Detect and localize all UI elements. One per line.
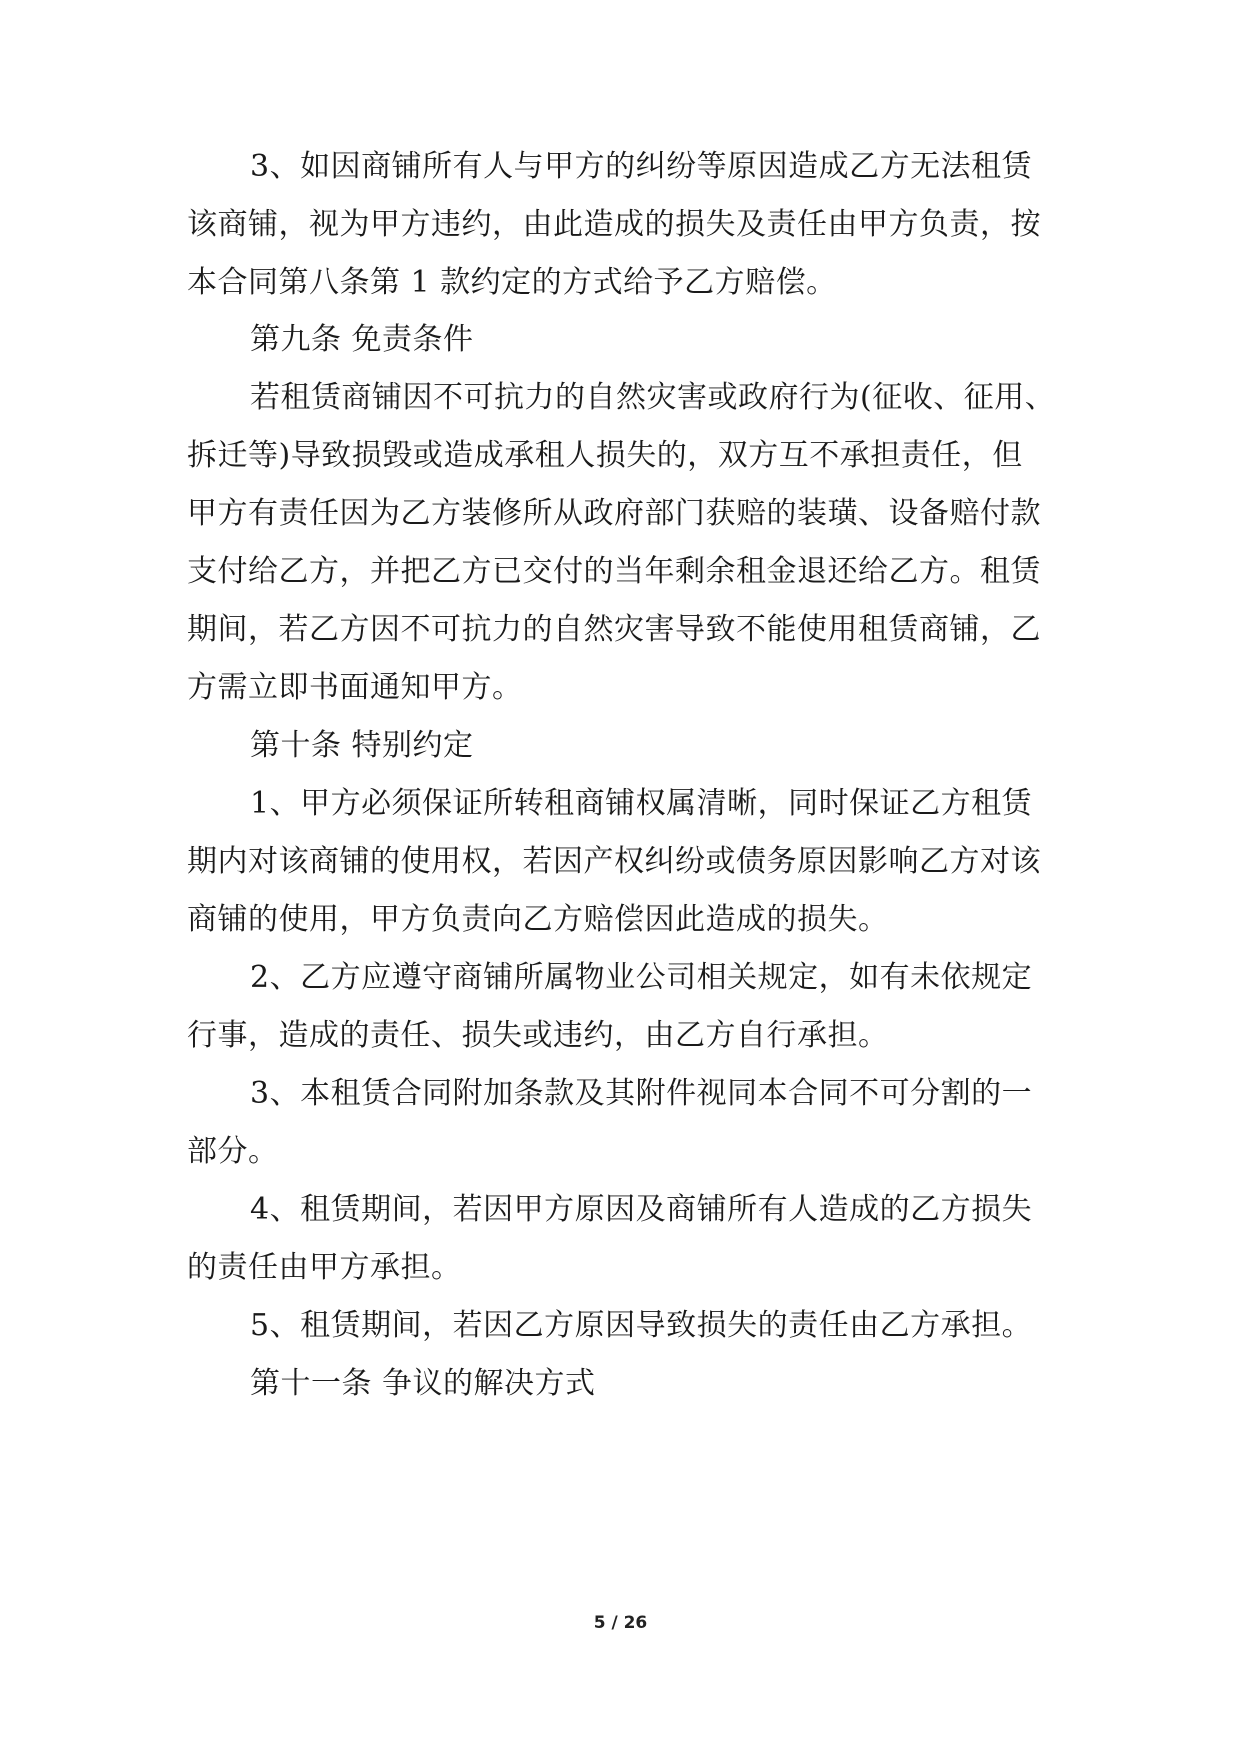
paragraph-line: 1、甲方必须保证所转租商铺权属清晰，同时保证乙方租赁 (250, 786, 1033, 821)
paragraph-line: 支付给乙方，并把乙方已交付的当年剩余租金退还给乙方。租赁 (187, 554, 1041, 589)
paragraph-line: 行事，造成的责任、损失或违约，由乙方自行承担。 (187, 1018, 889, 1053)
paragraph-line: 本合同第八条第 1 款约定的方式给予乙方赔偿。 (187, 265, 837, 300)
paragraph-line: 4、租赁期间，若因甲方原因及商铺所有人造成的乙方损失 (250, 1192, 1033, 1227)
paragraph-line: 商铺的使用，甲方负责向乙方赔偿因此造成的损失。 (187, 902, 889, 937)
section-heading: 第十一条 争议的解决方式 (250, 1366, 596, 1401)
paragraph-line: 若租赁商铺因不可抗力的自然灾害或政府行为(征收、征用、 (250, 380, 1056, 415)
paragraph-line: 方需立即书面通知甲方。 (187, 670, 523, 705)
paragraph-line: 的责任由甲方承担。 (187, 1250, 462, 1285)
paragraph-line: 拆迁等)导致损毁或造成承租人损失的，双方互不承担责任，但 (187, 438, 1023, 473)
paragraph-line: 2、乙方应遵守商铺所属物业公司相关规定，如有未依规定 (250, 960, 1033, 995)
paragraph-line: 甲方有责任因为乙方装修所从政府部门获赔的装璜、设备赔付款 (187, 496, 1041, 531)
page-number: 5 / 26 (593, 1613, 648, 1633)
paragraph-line: 期内对该商铺的使用权，若因产权纠纷或债务原因影响乙方对该 (187, 844, 1041, 879)
paragraph-line: 部分。 (187, 1134, 279, 1169)
paragraph-line: 5、租赁期间，若因乙方原因导致损失的责任由乙方承担。 (250, 1308, 1033, 1343)
section-heading: 第十条 特别约定 (250, 728, 474, 763)
paragraph-line: 期间，若乙方因不可抗力的自然灾害导致不能使用租赁商铺，乙 (187, 612, 1041, 647)
paragraph-line: 3、如因商铺所有人与甲方的纠纷等原因造成乙方无法租赁 (250, 149, 1033, 184)
paragraph-line: 该商铺，视为甲方违约，由此造成的损失及责任由甲方负责，按 (187, 207, 1041, 242)
paragraph-line: 3、本租赁合同附加条款及其附件视同本合同不可分割的一 (250, 1076, 1033, 1111)
section-heading: 第九条 免责条件 (250, 322, 474, 357)
